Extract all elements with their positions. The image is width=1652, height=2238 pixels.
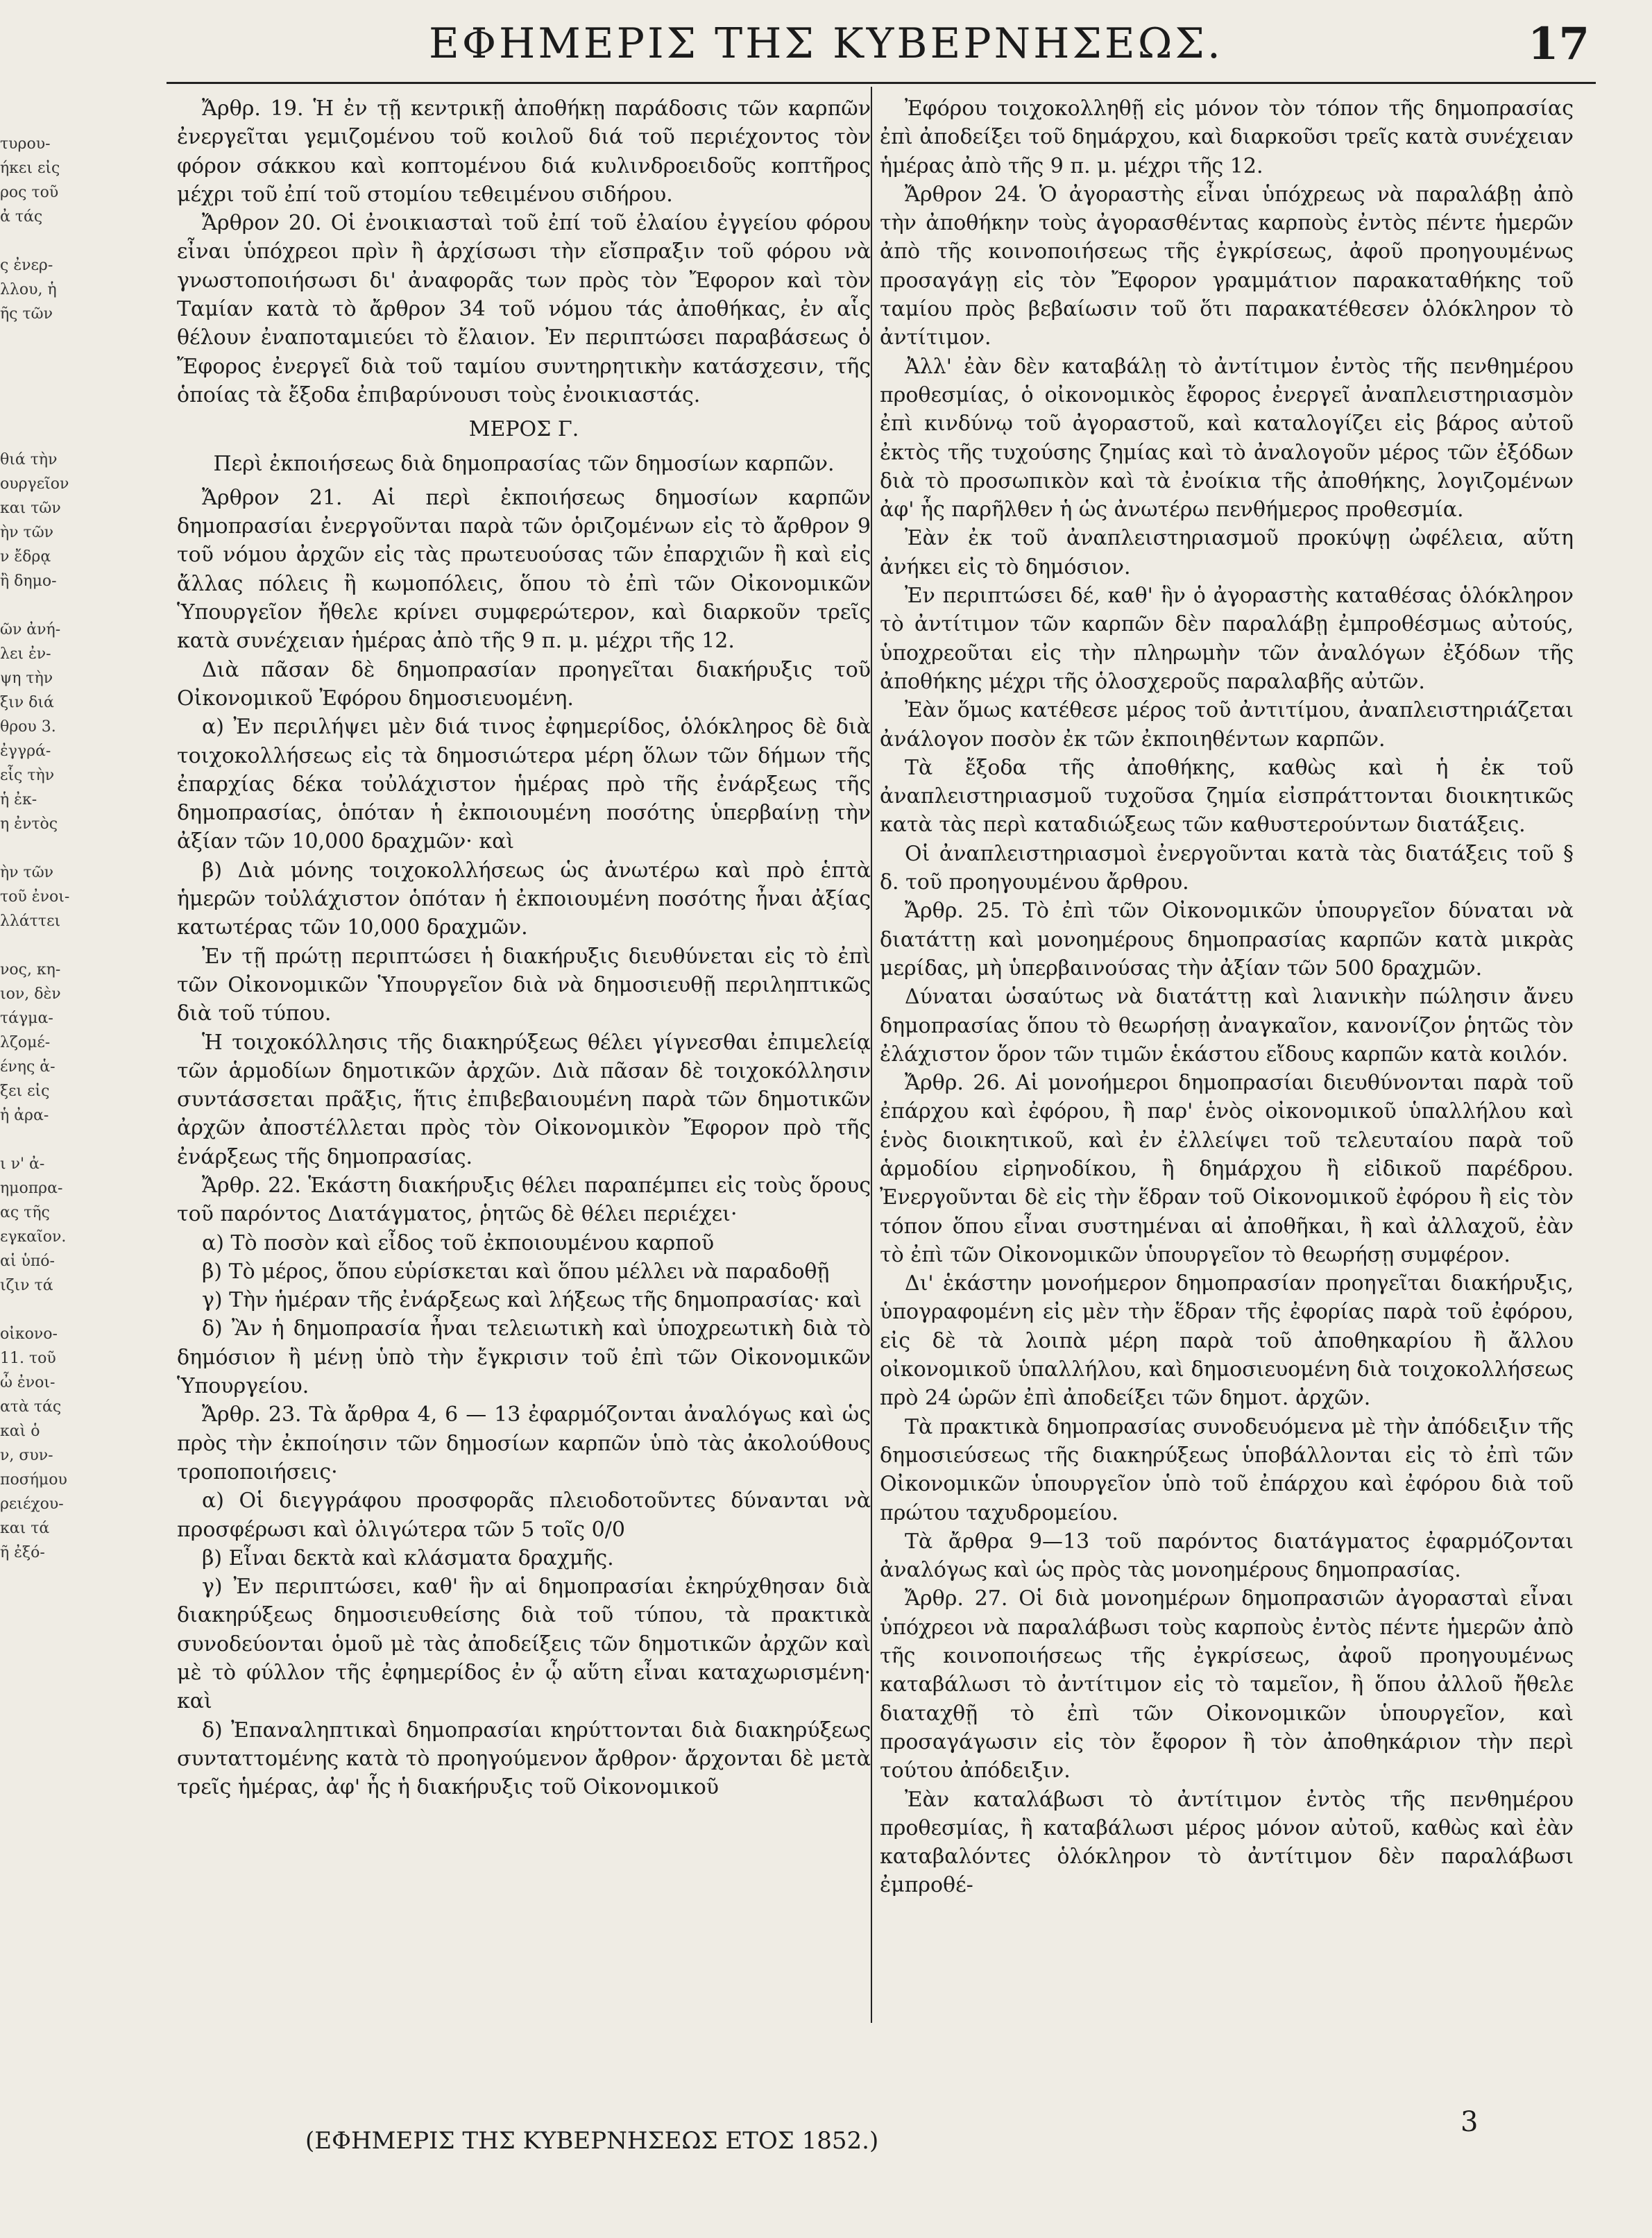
margin-fragment: ς ἐνερ-: [0, 257, 53, 274]
article-paragraph: Δύναται ὡσαύτως νὰ διατάττῃ καὶ λιανικὴν πώλησιν ἄνευ δημοπρασίας ὅπου τὸ θεωρήσῃ ἀναγκαῖον, κανονίζον ῥητῶς τὸν ἐλάχιστον ὅρον τῶν τιμῶν ἑκάστου εἴδους καρπῶν κατὰ κοιλόν.: [880, 985, 1574, 1067]
left-margin-fragments: [0, 132, 83, 2144]
margin-fragment: [0, 933, 83, 958]
margin-fragment: η ἐντὸς: [0, 815, 58, 833]
margin-fragment: λζομέ-: [0, 1034, 51, 1051]
article-paragraph: Ἄρθρ. 23. Τὰ ἄρθρα 4, 6 — 13 ἐφαρμόζονται ἀναλόγως καὶ ὡς πρὸς τὴν ἐκποίησιν τῶν δημοσίων καρπῶν ὑπὸ τὰς ἀκολούθους τροποποιήσεις·: [177, 1402, 871, 1484]
margin-fragment: και τά: [0, 1520, 50, 1537]
section-heading: Περὶ ἐκποιήσεως διὰ δημοπρασίας τῶν δημοσίων καρπῶν.: [213, 451, 835, 476]
page-number: 17: [1527, 18, 1590, 70]
margin-fragment: καὶ ὁ: [0, 1423, 40, 1440]
article-paragraph: Δι' ἑκάστην μονοήμερον δημοπρασίαν προηγεῖται διακήρυξις, ὑπογραφομένη εἰς μὲν τὴν ἕδραν τῆς ἐφορίας παρὰ τοῦ ἐφόρου, εἰς δὲ τὰ λοιπὰ μέρη παρὰ τοῦ ἀποθηκαρίου ἢ ἄλλου οἰκονομικοῦ ὑπαλλήλου, καὶ δημοσιευομένη διὰ τοιχοκολλήσεως πρὸ 24 ὡρῶν ἐπὶ ἀποδείξει τῶν δημοτ. ἀρχῶν.: [880, 1271, 1574, 1411]
margin-fragment: ιον, δὲν: [0, 985, 61, 1003]
article-paragraph: Ἄρθρ. 19. Ἡ ἐν τῇ κεντρικῇ ἀποθήκῃ παράδοσις τῶν καρπῶν ἐνεργεῖται γεμιζομένου τοῦ κοιλοῦ διά τοῦ περιέχοντος τὸν φόρον σάκκου καὶ κοπτομένου διά κυλινδροειδοῦς κοπτῆρος μέχρι τοῦ ἐπί τοῦ στομίου τεθειμένου σιδήρου.: [177, 96, 871, 207]
margin-fragment: ήκει εἰς: [0, 160, 60, 177]
margin-fragment: [0, 1298, 83, 1322]
article-paragraph: Διὰ πᾶσαν δὲ δημοπρασίαν προηγεῖται διακήρυξις τοῦ Οἰκονομικοῦ Ἐφόρου δημοσιευομένη.: [177, 657, 871, 711]
margin-fragment: ιζιν τά: [0, 1277, 53, 1294]
margin-fragment: εγκαῖον.: [0, 1228, 67, 1246]
margin-fragment: ένης ἁ-: [0, 1058, 56, 1076]
page-title: ΕΦΗΜΕΡΙΣ ΤΗΣ ΚΥΒΕΡΝΗΣΕΩΣ.: [429, 19, 1223, 68]
margin-fragment: ι ν' ἀ-: [0, 1155, 45, 1173]
margin-fragment: αἱ ὑπό-: [0, 1253, 55, 1270]
margin-fragment: τάγμα-: [0, 1010, 53, 1027]
margin-fragment: [0, 350, 83, 375]
margin-fragment: ν ἔδρᾳ: [0, 548, 51, 566]
margin-fragment: ὴν τῶν: [0, 524, 54, 541]
article-paragraph: β) Τὸ μέρος, ὅπου εὑρίσκεται καὶ ὅπου μέλλει νὰ παραδοθῇ: [202, 1259, 830, 1284]
margin-fragment: ξιν διά: [0, 694, 54, 711]
margin-fragment: ῆς τῶν: [0, 305, 53, 323]
margin-fragment: [0, 423, 83, 448]
margin-fragment: λλου, ἡ: [0, 281, 57, 298]
article-paragraph: Ἄρθρ. 26. Αἱ μονοήμεροι δημοπρασίαι διευθύνονται παρὰ τοῦ ἐπάρχου καὶ ἐφόρου, ἢ παρ' ἑνὸς οἰκονομικοῦ ὑπαλλήλου καὶ ἑνὸς διοικητικοῦ, καὶ ἐν ἐλλείψει τοῦ τελευταίου παρὰ τοῦ ἁρμοδίου εἰρηνοδίκου, ἢ δημάρχου ἢ εἰδικοῦ παρέδρου. Ἐνεργοῦνται δὲ εἰς τὴν ἕδραν τοῦ Οἰκονομικοῦ ἐφόρου ἢ εἰς τὸν τόπον ὅπου εἶναι συστημέναι αἱ ἀποθῆκαι, ἢ καὶ ἀλλαχοῦ, ἐὰν τὸ ἐπὶ τῶν Οἰκονομικῶν ὑπουργεῖον τὸ θεωρήσῃ συμφέρον.: [880, 1071, 1574, 1267]
article-paragraph: Ἐν τῇ πρώτῃ περιπτώσει ἡ διακήρυξις διευθύνεται εἰς τὸ ἐπὶ τῶν Οἰκονομικῶν Ὑπουργεῖον διὰ νὰ δημοσιευθῇ περιληπτικῶς διὰ τοῦ τύπου.: [177, 944, 871, 1026]
article-paragraph: γ) Τὴν ἡμέραν τῆς ἐνάρξεως καὶ λήξεως τῆς δημοπρασίας· καὶ: [202, 1288, 862, 1313]
margin-fragment: λει ἐν-: [0, 645, 51, 663]
article-paragraph: Ἄρθρον 24. Ὁ ἀγοραστὴς εἶναι ὑπόχρεως νὰ παραλάβῃ ἀπὸ τὴν ἀποθήκην τοὺς ἀγορασθέντας καρποὺς ἐντὸς πέντε ἡμερῶν ἀπὸ τῆς κοινοποιήσεως τῆς ἐγκρίσεως, ἀφοῦ προηγουμένως προσαγάγῃ εἰς τὸν Ἔφορον γραμμάτιον παρακαταθήκης τοῦ ταμίου πρὸς βεβαίωσιν τοῦ ὅτι παρακατέθεσεν ὁλόκληρον τὸ ἀντίτιμον.: [880, 182, 1574, 350]
margin-fragment: ἢ δημο-: [0, 573, 57, 590]
article-paragraph: Ἐὰν ὅμως κατέθεσε μέρος τοῦ ἀντιτίμου, ἀναπλειστηριάζεται ἀνάλογον ποσὸν ἐκ τῶν ἐκποιηθέντων καρπῶν.: [880, 698, 1574, 752]
article-paragraph: Οἱ ἀναπλειστηριασμοὶ ἐνεργοῦνται κατὰ τὰς διατάξεις τοῦ § δ. τοῦ προηγουμένου ἄρθρου.: [880, 841, 1574, 895]
article-paragraph: Τὰ ἄρθρα 9—13 τοῦ παρόντος διατάγματος ἐφαρμόζονται ἀναλόγως καὶ ὡς πρὸς τὰς μονοημέρους δημοπρασίας.: [880, 1529, 1574, 1583]
margin-fragment: ατὰ τάς: [0, 1398, 62, 1416]
margin-fragment: ὴν τῶν: [0, 864, 54, 881]
article-paragraph: Τὰ πρακτικὰ δημοπρασίας συνοδευόμενα μὲ τὴν ἀπόδειξιν τῆς δημοσιεύσεως τῆς διακηρύξεως ὑποβάλλονται εἰς τὸ ἐπὶ τῶν Οἰκονομικῶν ὑπουργεῖον ὑπὸ τοῦ ἐπάρχου καὶ ἐφόρου διὰ τοῦ πρώτου ταχυδρομείου.: [880, 1414, 1574, 1525]
margin-fragment: ημοπρα-: [0, 1180, 63, 1197]
margin-fragment: [0, 399, 83, 423]
margin-fragment: και τῶν: [0, 500, 61, 517]
right-column: [880, 94, 1574, 2031]
article-paragraph: Ἀλλ' ἐὰν δὲν καταβάλῃ τὸ ἀντίτιμον ἐντὸς τῆς πενθημέρου προθεσμίας, ὁ οἰκονομικὸς ἔφορος ἐνεργεῖ ἀναπλειστηριασμὸν ἐπὶ κινδύνῳ τοῦ ἀγοραστοῦ, καὶ καταλογίζει εἰς βάρος αὐτοῦ ἐκτὸς τῆς τυχούσης ζημίας καὶ τὸ ἀναλογοῦν μέρος τῶν ἐξόδων διὰ τὸ προσωπικὸν καὶ τὰ ἐνοίκια τῆς ἀποθήκης, λογιζομένων ἀφ' ἧς παρῆλθεν ἡ ὡς ἀνωτέρω πενθήμερος προθεσμία.: [880, 354, 1574, 523]
article-paragraph: Ἐν περιπτώσει δέ, καθ' ἣν ὁ ἀγοραστὴς καταθέσας ὁλόκληρον τὸ ἀντίτιμον τῶν καρπῶν δὲν παραλάβῃ ἐμπροθέσμως αὐτούς, ὑποχρεοῦται εἰς τὴν πληρωμὴν τῶν ἀναλόγων ἐξόδων τῆς ἀποθήκης μέχρι τῆς ὁλοσχεροῦς παραλαβῆς αὐτῶν.: [880, 584, 1574, 694]
article-paragraph: Ἄρθρ. 25. Τὸ ἐπὶ τῶν Οἰκονομικῶν ὑπουργεῖον δύναται νὰ διατάττῃ καὶ μονοημέρους δημοπρασίας καρπῶν κατὰ μικρὰς μερίδας, μὴ ὑπερβαινούσας τὴν ἀξίαν τῶν 500 δραχμῶν.: [880, 899, 1574, 981]
article-paragraph: Ἐφόρου τοιχοκολληθῇ εἰς μόνον τὸν τόπον τῆς δημοπρασίας ἐπὶ ἀποδείξει τοῦ δημάρχου, καὶ διαρκοῦσι τρεῖς κατὰ συνέχειαν ἡμέρας ἀπὸ τῆς 9 π. μ. μέχρι τῆς 12.: [880, 96, 1574, 178]
left-column: [177, 94, 871, 2031]
margin-fragment: θιά τὴν: [0, 451, 58, 468]
margin-fragment: [0, 593, 83, 618]
margin-fragment: ἀ τάς: [0, 208, 43, 226]
margin-fragment: ποσήμου: [0, 1471, 67, 1489]
margin-fragment: ψη τὴν: [0, 670, 53, 687]
margin-fragment: ν, συν-: [0, 1447, 53, 1464]
margin-fragment: νος, κη-: [0, 961, 61, 978]
section-heading: ΜΕΡΟΣ Γ.: [468, 417, 579, 442]
header-rule: [167, 82, 1596, 84]
column-divider: [871, 87, 872, 2023]
margin-fragment: ῆ ἐξό-: [0, 1544, 45, 1561]
article-paragraph: Ἡ τοιχοκόλλησις τῆς διακηρύξεως θέλει γίγνεσθαι ἐπιμελείᾳ τῶν ἁρμοδίων δημοτικῶν ἀρχῶν. Διὰ πᾶσαν δὲ τοιχοκόλλησιν συντάσσεται πρᾶξις, ἥτις ἐπιβεβαιουμένη παρὰ τῶν δημοτικῶν ἀρχῶν ἀποστέλλεται πρὸς τὸν Οἰκονομικὸν Ἔφορον πρὸ τῆς ἐνάρξεως τῆς δημοπρασίας.: [177, 1030, 871, 1169]
margin-fragment: οἰκονο-: [0, 1325, 58, 1343]
article-paragraph: δ) Ἐπαναληπτικαὶ δημοπρασίαι κηρύττονται διὰ διακηρύξεως συνταττομένης κατὰ τὸ προηγούμενον ἄρθρον· ἄρχονται δὲ μετὰ τρεῖς ἡμέρας, ἀφ' ἧς ἡ διακήρυξις τοῦ Οἰκονομικοῦ: [177, 1718, 871, 1800]
article-paragraph: Ἄρθρ. 27. Οἱ διὰ μονοημέρων δημοπρασιῶν ἀγορασταὶ εἶναι ὑπόχρεοι νὰ παραλάβωσι τοὺς καρποὺς ἐντὸς πέντε ἡμερῶν ἀπὸ τῆς κοινοποιήσεως τῆς ἐγκρίσεως, ἀφοῦ προηγουμένως καταβάλωσι τὸ ἀντίτιμον εἰς τὸ ταμεῖον, ἢ ὅπου ἀλλοῦ ἤθελε διαταχθῇ τὸ ἐπὶ τῶν Οἰκονομικῶν ὑπουργεῖον, καὶ προσαγάγωσιν εἰς τὸν ἔφορον ἢ τὸν ἀποθηκάριον τὴν περὶ τούτου ἀπόδειξιν.: [880, 1586, 1574, 1783]
margin-fragment: εἷς τὴν: [0, 767, 55, 784]
margin-fragment: [0, 836, 83, 861]
margin-fragment: ῶν ἀνή-: [0, 621, 61, 638]
article-paragraph: Ἐὰν ἐκ τοῦ ἀναπλειστηριασμοῦ προκύψῃ ὠφέλεια, αὕτη ἀνήκει εἰς τὸ δημόσιον.: [880, 526, 1574, 579]
footer-issue-line: (ΕΦΗΜΕΡΙΣ ΤΗΣ ΚΥΒΕΡΝΗΣΕΩΣ ΕΤΟΣ 1852.): [305, 2127, 879, 2155]
article-paragraph: Ἄρθρον 20. Οἱ ἐνοικιασταὶ τοῦ ἐπί τοῦ ἐλαίου ἐγγείου φόρου εἶναι ὑπόχρεοι πρὶν ἢ ἀρχίσωσι τὴν εἴσπραξιν τοῦ φόρου νὰ γνωστοποιήσωσι δι' ἀναφορᾶς των πρὸς τὸν Ἔφορον καὶ τὸν Ταμίαν κατὰ τὸ ἄρθρον 34 τοῦ νόμου τάς ἀποθήκας, ἐν αἷς θέλουν ἐναποταμιεύει τὸ ἔλαιον. Ἐν περιπτώσει παραβάσεως ὁ Ἔφορος ἐνεργεῖ διὰ τοῦ ταμίου συντηρητικὴν κατάσχεσιν, τῆς ὁποίας τὰ ἔξοδα ἐπιβαρύνουσι τοὺς ἐνοικιαστάς.: [177, 211, 871, 407]
margin-fragment: ἡ ἀρα-: [0, 1107, 49, 1124]
article-paragraph: β) Διὰ μόνης τοιχοκολλήσεως ὡς ἀνωτέρω καὶ πρὸ ἑπτὰ ἡμερῶν τοὐλάχιστον ὁπόταν ἡ ἐκποιουμένη ποσότης ἦναι ἀξίας κατωτέρας τῶν 10,000 δραχμῶν.: [177, 858, 871, 940]
margin-fragment: ρος τοῦ: [0, 184, 59, 201]
article-paragraph: β) Εἶναι δεκτὰ καὶ κλάσματα δραχμῆς.: [202, 1545, 614, 1570]
margin-fragment: ξει εἰς: [0, 1083, 50, 1100]
margin-fragment: θρου 3.: [0, 718, 56, 736]
margin-fragment: λλάττει: [0, 913, 61, 930]
margin-fragment: τοῦ ἐνοι-: [0, 888, 70, 906]
article-paragraph: δ) Ἂν ἡ δημοπρασία ἦναι τελειωτικὴ καὶ ὑποχρεωτικὴ διὰ τὸ δημόσιον ἢ μένῃ ὑπὸ τὴν ἔγκρισιν τοῦ ἐπὶ τῶν Οἰκονομικῶν Ὑπουργείου.: [177, 1316, 871, 1399]
article-paragraph: Ἄρθρ. 22. Ἑκάστη διακήρυξις θέλει παραπέμπει εἰς τοὺς ὅρους τοῦ παρόντος Διατάγματος, ῥητῶς δὲ θέλει περιέχει·: [177, 1173, 871, 1227]
article-paragraph: α) Οἱ διεγγράφου προσφορᾶς πλειοδοτοῦντες δύνανται νὰ προσφέρωσι καὶ ὀλιγώτερα τῶν 5 τοῖς 0/0: [177, 1489, 871, 1542]
margin-fragment: [0, 326, 83, 350]
margin-fragment: ρειέχου-: [0, 1495, 64, 1513]
margin-fragment: [0, 229, 83, 253]
margin-fragment: [0, 1128, 83, 1152]
margin-fragment: ουργεῖον: [0, 475, 69, 493]
article-paragraph: α) Τὸ ποσὸν καὶ εἶδος τοῦ ἐκποιουμένου καρποῦ: [202, 1230, 715, 1255]
article-paragraph: Ἐὰν καταλάβωσι τὸ ἀντίτιμον ἐντὸς τῆς πενθημέρου προθεσμίας, ἢ καταβάλωσι μέρος μόνον αὐτοῦ, καθὼς καὶ ἐὰν καταβαλόντες ὁλόκληρον τὸ ἀντίτιμον δὲν παραλάβωσι ἐμπροθέ-: [880, 1787, 1574, 1898]
margin-fragment: ἡ ἐκ-: [0, 791, 37, 808]
margin-fragment: ας τῆς: [0, 1204, 50, 1221]
margin-fragment: ἐγγρά-: [0, 743, 51, 760]
article-paragraph: α) Ἐν περιλήψει μὲν διά τινος ἐφημερίδος, ὁλόκληρος δὲ διὰ τοιχοκολλήσεως εἰς τὰ δημοσιώτερα μέρη ὅλων τῶν δήμων τῆς ἐπαρχίας δέκα τοὐλάχιστον ἡμέρας πρὸ τῆς ἐνάρξεως τῆς δημοπρασίας, ὁπόταν ἡ ἐκποιουμένη ποσότης ὑπερβαίνῃ τὴν ἀξίαν τῶν 10,000 δραχμῶν· καὶ: [177, 715, 871, 854]
article-paragraph: γ) Ἐν περιπτώσει, καθ' ἣν αἱ δημοπρασίαι ἐκηρύχθησαν διὰ διακηρύξεως δημοσιευθείσης διὰ τοῦ τύπου, τὰ πρακτικὰ συνοδεύονται ὁμοῦ μὲ τὰς ἀποδείξεις τῶν δημοτικῶν ἀρχῶν καὶ μὲ τὸ φύλλον τῆς ἐφημερίδος ἐν ᾧ αὕτη εἶναι καταχωρισμένη· καὶ: [177, 1575, 871, 1714]
article-paragraph: Ἄρθρον 21. Αἱ περὶ ἐκποιήσεως δημοσίων καρπῶν δημοπρασίαι ἐνεργοῦνται παρὰ τῶν ὁριζομένων εἰς τὸ ἄρθρον 9 τοῦ νόμου ἀρχῶν εἰς τὰς πρωτευούσας τῶν ἐπαρχιῶν ἢ καὶ εἰς ἄλλας πόλεις ἢ κωμοπόλεις, ὅπου τὸ ἐπὶ τῶν Οἰκονομικῶν Ὑπουργεῖον ἤθελε κρίνει συμφερώτερον, καὶ διαρκοῦν τρεῖς κατὰ συνέχειαν ἡμέρας ἀπὸ τῆς 9 π. μ. μέχρι τῆς 12.: [177, 485, 871, 654]
article-paragraph: Τὰ ἔξοδα τῆς ἀποθήκης, καθὼς καὶ ἡ ἐκ τοῦ ἀναπλειστηριασμοῦ τυχοῦσα ζημία εἰσπράττονται διοικητικῶς κατὰ τὰς περὶ καταδιώξεως τῶν καθυστερούντων διατάξεις.: [880, 755, 1574, 838]
margin-fragment: 11. τοῦ: [0, 1350, 56, 1367]
margin-fragment: τυρου-: [0, 135, 51, 153]
margin-fragment: [0, 375, 83, 399]
margin-fragment: ὦ ἐνοι-: [0, 1374, 56, 1391]
footer-signature-mark: 3: [1461, 2106, 1479, 2138]
